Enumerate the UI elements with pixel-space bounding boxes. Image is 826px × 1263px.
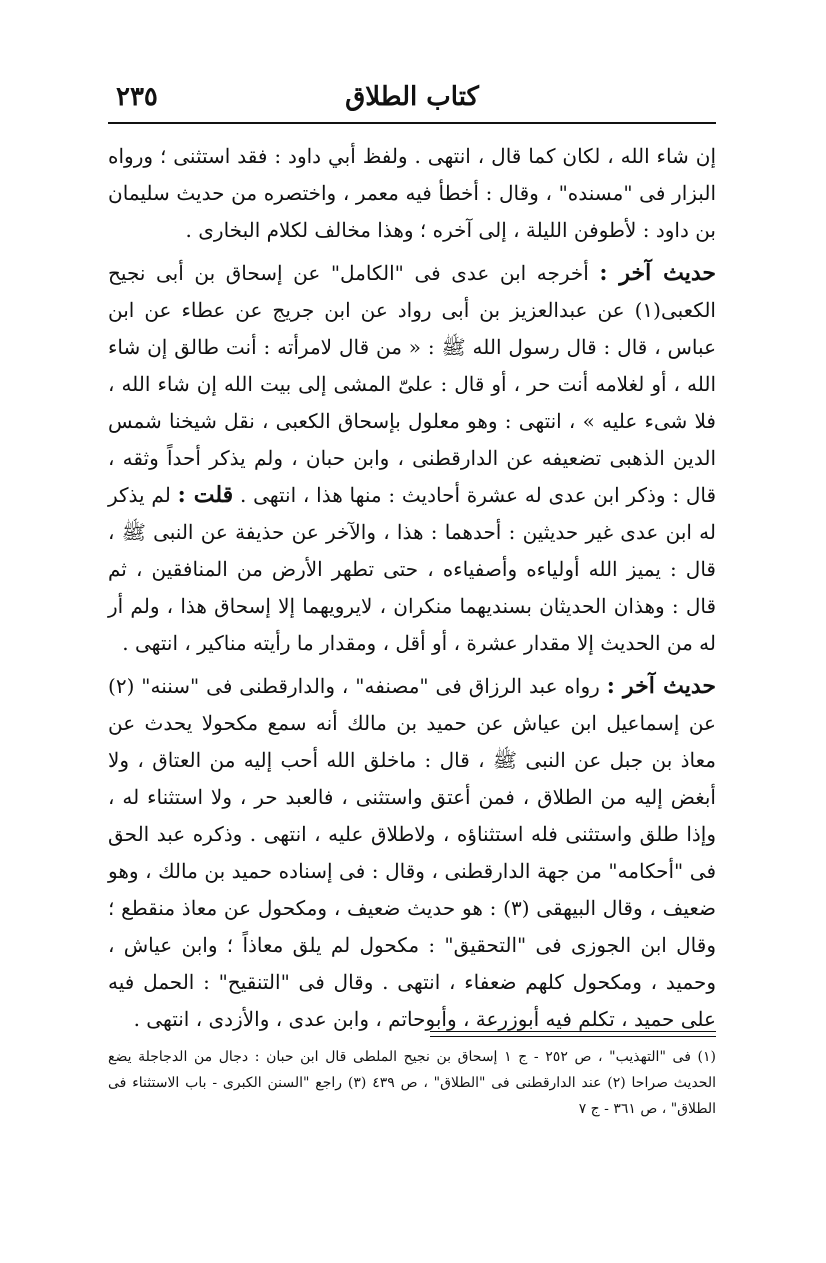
paragraph-3 [108, 668, 716, 1038]
header-rule [108, 122, 716, 124]
paragraph-1-text: إن شاء الله ، لكان كما قال ، انتهى . ولفظ أبي داود : فقد استثنى ؛ ورواه البزار فى "مسنده" ، وقال : أخطأ فيه معمر ، واختصره من حديث سليمان بن داود : لأطوفن الليلة ، إلى آخره ؛ وهذا مخالف لكلام البخارى . [108, 144, 716, 242]
paragraph-2 [108, 255, 716, 662]
paragraph-2b-text: لم يذكر له ابن عدى غير حديثين : أحدهما : هذا ، والآخر عن حذيفة عن النبى ﷺ ، قال : يميز الله أولياءه وأصفياءه ، حتى تطهر الأرض من المنافقين ، ثم قال : وهذان الحديثان بسنديهما منكران ، لايرويهما إلا إسحاق هذا ، ولم أر له من الحديث إلا مقدار عشرة ، أو أقل ، ومقدار ما رأيته مناكير ، انتهى . [108, 483, 716, 655]
main-text [108, 138, 716, 1044]
paragraph-2-text: أخرجه ابن عدى فى "الكامل" عن إسحاق بن أبى نجيح الكعبى(١) عن عبدالعزيز بن أبى رواد عن ابن جريج عن عطاء عن ابن عباس ، قال : قال رسول الله ﷺ : « من قال لامرأته : أنت طالق إن شاء الله ، أو لغلامه أنت حر ، أو قال : علىّ المشى إلى بيت الله إن شاء الله ، فلا شىء عليه » ، انتهى : وهو معلول بإسحاق الكعبى ، نقل شيخنا شمس الدين الذهبى تضعيفه عن الدارقطنى ، وابن حبان ، ولم يذكر أحداً وثقه ، قال : وذكر ابن عدى له عشرة أحاديث : منها هذا ، انتهى . [108, 261, 717, 507]
paragraph-2-lead-2: قلت : [177, 482, 234, 508]
chapter-title: كتاب الطلاق [345, 82, 479, 112]
footnotes [108, 1044, 716, 1122]
page-number: ٢٣٥ [116, 82, 158, 112]
running-header [108, 78, 716, 120]
paragraph-1 [108, 138, 716, 249]
paragraph-3-lead: حديث آخر : [606, 673, 716, 699]
paragraph-3-text: رواه عبد الرزاق فى "مصنفه" ، والدارقطنى فى "سننه" (٢) عن إسماعيل ابن عياش عن حميد بن مالك أنه سمع مكحولا يحدث عن معاذ بن جبل عن النبى ﷺ ، قال : ماخلق الله أحب إليه من العتاق ، ولا أبغض إليه من الطلاق ، فمن أعتق واستثنى ، فالعبد حر ، ولا استثناء له ، وإذا طلق واستثنى فله استثناؤه ، ولاطلاق عليه ، انتهى . وذكره عبد الحق فى "أحكامه" من جهة الدارقطنى ، وقال : فى إسناده حميد بن مالك ، وهو ضعيف ، وقال البيهقى (٣) : هو حديث ضعيف ، ومكحول عن معاذ منقطع ؛ وقال ابن الجوزى فى "التحقيق" : مكحول لم يلق معاذاً ؛ وابن عياش ، وحميد ، ومكحول كلهم ضعفاء ، انتهى . وقال فى "التنقيح" : الحمل فيه على حميد ، تكلم فيه أبوزرعة ، وأبوحاتم ، وابن عدى ، والأزدى ، انتهى . [108, 674, 716, 1031]
paragraph-2-lead: حديث آخر : [599, 260, 717, 286]
footnote-rule [430, 1031, 716, 1037]
footnote-text: (١) فى "التهذيب" ، ص ٢٥٢ - ج ١ إسحاق بن نجيح الملطى قال ابن حبان : دجال من الدجاجلة يضع الحديث صراحا (٢) عند الدارقطنى فى "الطلاق" ، ص ٤٣٩ (٣) راجع "السنن الكبرى - باب الاستثناء فى الطلاق" ، ص ٣٦١ - ج ٧ [108, 1049, 716, 1117]
